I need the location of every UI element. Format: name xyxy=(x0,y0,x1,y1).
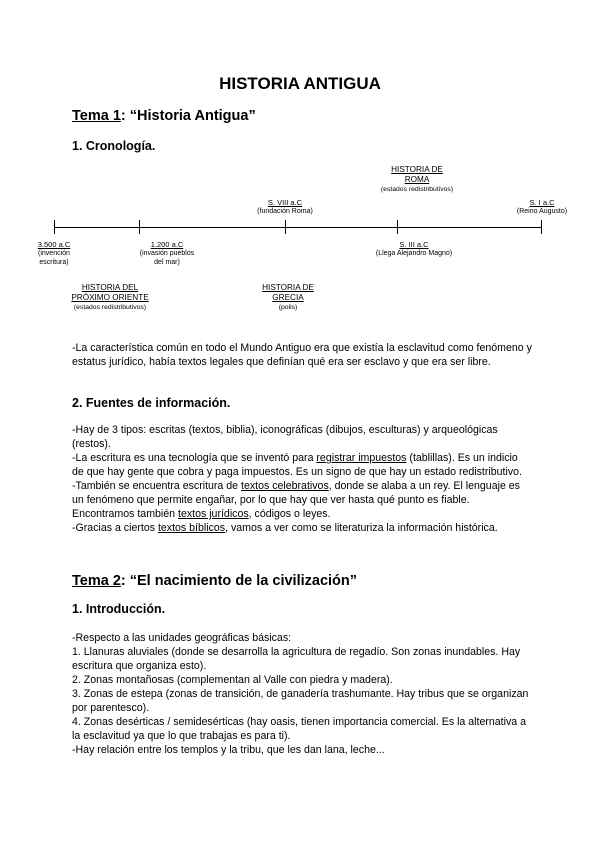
tema2-heading xyxy=(72,573,357,589)
mark-date: 1.200 a.C xyxy=(150,240,184,249)
tema2-name: “El nacimiento de la civilización” xyxy=(129,573,358,589)
mark-date: S. VIII a.C xyxy=(267,198,303,207)
timeline-axis xyxy=(54,227,542,228)
mark-note: (invención xyxy=(38,250,70,257)
list-item: 3. Zonas de estepa (zonas de transición, de ganadería trashumante. Hay tribus que se organizan por parentesco). xyxy=(72,688,529,714)
era-roma xyxy=(355,165,479,195)
section-cronologia: 1. Cronología. xyxy=(72,139,156,153)
era-grecia xyxy=(240,283,336,313)
timeline-tick xyxy=(397,220,398,234)
tema1-label: Tema 1 xyxy=(72,108,121,124)
section-fuentes: 2. Fuentes de información. xyxy=(72,396,231,410)
era-roma-sub: (estados redistributivos) xyxy=(380,186,454,193)
text-span: , donde se alaba a un rey. El lenguaje es un fenómeno que permite engañar, por lo que hay que ver hasta qué punto es fiable. Encontramos también xyxy=(72,480,520,520)
era-po-line1: HISTORIA DEL xyxy=(81,283,139,292)
paragraph-text: -La característica común en todo el Mundo Antiguo era que existía la esclavitud como fenómeno y estatus jurídico, había textos legales que definían qué era ser esclavo y que era ser libre. xyxy=(72,342,532,368)
paragraph-text: -Hay de 3 tipos: escritas (textos, biblia), iconográficas (dibujos, esculturas) y arqueológicas (restos). xyxy=(72,424,498,450)
paragraph-fuentes xyxy=(72,423,532,535)
era-roma-line1: HISTORIA DE xyxy=(391,165,443,174)
mark-date: S. I a.C xyxy=(529,198,555,207)
paragraph-text xyxy=(72,479,532,521)
text-span: , vamos a ver como se literaturiza la información histórica. xyxy=(225,522,498,534)
text-span: -También se encuentra escritura de xyxy=(72,480,241,492)
mark-date: 3.500 a.C xyxy=(37,240,71,249)
era-proximo-oriente xyxy=(52,283,168,313)
era-grecia-line2: GRECIA xyxy=(272,293,304,302)
list-item: 1. Llanuras aluviales (donde se desarrolla la agricultura de regadío. Son zonas inundables. Hay escritura que organiza esto). xyxy=(72,646,521,672)
tema1-sep: : xyxy=(120,108,130,124)
text-span: -Gracias a ciertos xyxy=(72,522,158,534)
list-item: -Hay relación entre los templos y la tribu, que les dan lana, leche... xyxy=(72,744,385,756)
document-title: HISTORIA ANTIGUA xyxy=(219,74,381,93)
paragraph-introduccion xyxy=(72,631,532,757)
era-po-line2: PRÓXIMO ORIENTE xyxy=(71,293,149,302)
era-roma-line2: ROMA xyxy=(404,175,430,184)
timeline-tick xyxy=(541,220,542,234)
list-item: 4. Zonas desérticas / semidesérticas (hay oasis, tienen importancia comercial. Es la alternativa a la esclavitud ya que lo que trabajas es para ti). xyxy=(72,716,526,742)
mark-note: del mar) xyxy=(154,259,180,266)
mark-note: (fundación Roma) xyxy=(257,208,313,215)
era-po-sub: (estados redistributivos) xyxy=(73,304,147,311)
list-item: 2. Zonas montañosas (complementan al Valle con piedra y madera). xyxy=(72,674,393,686)
mark-note: (Llega Alejandro Magno) xyxy=(375,250,453,257)
underlined-term: textos celebrativos xyxy=(241,480,329,492)
text-span: (tablillas). Es un indicio de que hay gente que cobra y paga impuestos. Es un signo de que hay un estado redistributivo. xyxy=(72,452,522,478)
paragraph-text xyxy=(72,451,532,479)
timeline-tick xyxy=(285,220,286,234)
mark-date: S. III a.C xyxy=(399,240,429,249)
timeline-tick xyxy=(54,220,55,234)
underlined-term: registrar impuestos xyxy=(316,452,407,464)
tema1-heading xyxy=(72,108,256,124)
mark-note: (Reino Augusto) xyxy=(516,208,568,215)
paragraph-esclavitud xyxy=(72,341,532,369)
underlined-term: textos jurídicos xyxy=(178,508,249,520)
mark-viii xyxy=(240,198,330,216)
mark-iii xyxy=(360,240,468,258)
tema2-sep: : xyxy=(120,573,130,589)
mark-3500 xyxy=(18,240,90,267)
era-grecia-sub: (polis) xyxy=(278,304,298,311)
mark-i xyxy=(500,198,584,216)
era-grecia-line1: HISTORIA DE xyxy=(262,283,314,292)
section-introduccion: 1. Introducción. xyxy=(72,602,166,616)
tema1-name: “Historia Antigua” xyxy=(129,108,256,124)
mark-1200 xyxy=(122,240,212,267)
text-span: -La escritura es una tecnología que se inventó para xyxy=(72,452,317,464)
text-span: , códigos o leyes. xyxy=(248,508,331,520)
list-item: -Respecto a las unidades geográficas básicas: xyxy=(72,632,292,644)
mark-note: escritura) xyxy=(39,259,69,266)
mark-note: (invasión pueblos xyxy=(139,250,195,257)
timeline-tick xyxy=(139,220,140,234)
underlined-term: textos bíblicos xyxy=(157,522,226,534)
paragraph-text xyxy=(72,521,532,535)
tema2-label: Tema 2 xyxy=(72,573,121,589)
